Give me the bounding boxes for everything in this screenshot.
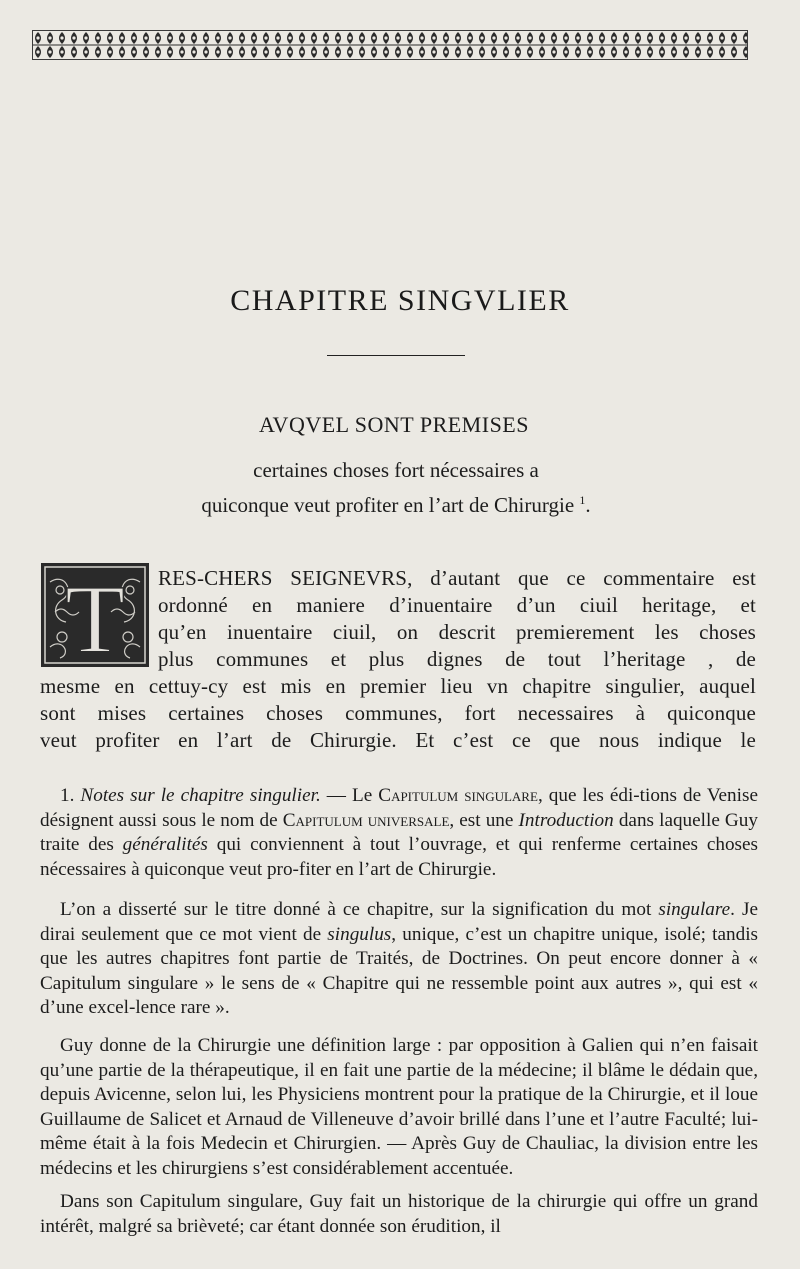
subtitle-line-2-text: quiconque veut profiter en l’art de Chirurgie xyxy=(201,493,575,517)
footnote-paragraph-3 xyxy=(40,1034,758,1182)
footnote-mark: 1 xyxy=(579,493,586,507)
chapter-title: CHAPITRE SINGVLIER xyxy=(230,284,570,317)
footnote-text: — Le xyxy=(320,785,379,806)
footnote-text: . Je dirai seulement que ce mot vient de xyxy=(40,899,759,945)
footnote-text: , est une xyxy=(449,809,519,831)
subtitle-line-2: quiconque veut profiter en l’art de Chirurgie $^1$. xyxy=(201,493,591,517)
footnote-text: , unique, c’est un chapitre unique, isolé; tandis que les autres chapitres font partie de Traités, de Doctrines. On peut encore donner à « Capitulum singulare » le sens de « Chapitre qui ne ressemble point aux autres », qui est « d’une excel-lence rare ». xyxy=(40,923,758,1019)
footnote-paragraph-4 xyxy=(40,1190,758,1239)
footnote-term: Capitulum universale xyxy=(282,809,450,831)
subtitle-line-1: certaines choses fort nécessaires a xyxy=(253,458,539,482)
footnote-emphasis: généralités xyxy=(122,834,208,856)
main-line-1: RES-CHERS SEIGNEVRS, d’autant que ce commentaire est xyxy=(158,566,756,590)
main-line-6: sont mises certaines choses communes, fort necessaires à quiconque xyxy=(40,701,756,725)
ornament-pattern xyxy=(32,30,748,60)
footnote-paragraph-2 xyxy=(40,898,758,1021)
footnote-emphasis: singulus xyxy=(327,923,392,945)
ornamental-header-band xyxy=(32,30,748,60)
footnote-title: Notes sur le chapitre singulier. xyxy=(80,785,321,806)
footnote-text: , que les édi-tions de Venise désignent aussi sous le nom de xyxy=(40,785,758,831)
footnote-1 xyxy=(40,784,758,882)
chapter-subtitle: AVQVEL SONT PREMISES xyxy=(259,412,529,437)
dropcap-letter: T xyxy=(65,566,125,668)
main-line-5: mesme en cettuy-cy est mis en premier lieu vn chapitre singulier, auquel xyxy=(40,674,756,698)
title-rule xyxy=(327,355,465,356)
main-paragraph xyxy=(40,565,756,754)
main-line-4: plus communes et plus dignes de tout l’heritage , de xyxy=(158,647,756,671)
footnote-text: qui conviennent à tout l’ouvrage, et qui renferme certaines choses nécessaires à quiconque veut pro-fiter en l’art de Chirurgie. xyxy=(40,834,759,880)
footnote-emphasis: singulare xyxy=(658,899,731,920)
footnote-text: Guy donne de la Chirurgie une définition large : par opposition à Galien qui n’en faisait qu’une partie de la thérapeutique, il en fait une partie de la médecine; il blâme le dédain que, depuis Avicenne, selon lui, les Physiciens montrent pour la pratique de la Chirurgie, et il loue Guillaume de Salicet et Arnaud de Villeneuve d’avoir brillé dans l’une et l’autre Faculté; lui-même était à la fois Medecin et Chirurgien. — Après Guy de Chauliac, la division entre les médecins et les chirurgiens s’est considérablement accentuée. xyxy=(40,1035,758,1179)
main-line-3: qu’en inuentaire ciuil, on descrit premierement les choses xyxy=(158,620,756,644)
footnote-text: Dans son Capitulum singulare, Guy fait un historique de la chirurgie qui offre un grand intérêt, malgré sa brièveté; car étant donnée son érudition, il xyxy=(40,1191,758,1237)
footnote-text: dans laquelle Guy traite des xyxy=(40,809,758,856)
main-line-2: ordonné en maniere d’inuentaire d’un ciuil heritage, et xyxy=(158,593,756,617)
footnote-term: Capitulum singulare xyxy=(378,785,538,806)
footnote-text: L’on a disserté sur le titre donné à ce chapitre, sur la signification du mot xyxy=(60,899,659,920)
main-line-7: veut profiter en l’art de Chirurgie. Et c’est ce que nous indique le xyxy=(40,728,756,752)
footnote-emphasis: Introduction xyxy=(518,809,614,831)
footnote-number: 1. xyxy=(60,785,75,806)
